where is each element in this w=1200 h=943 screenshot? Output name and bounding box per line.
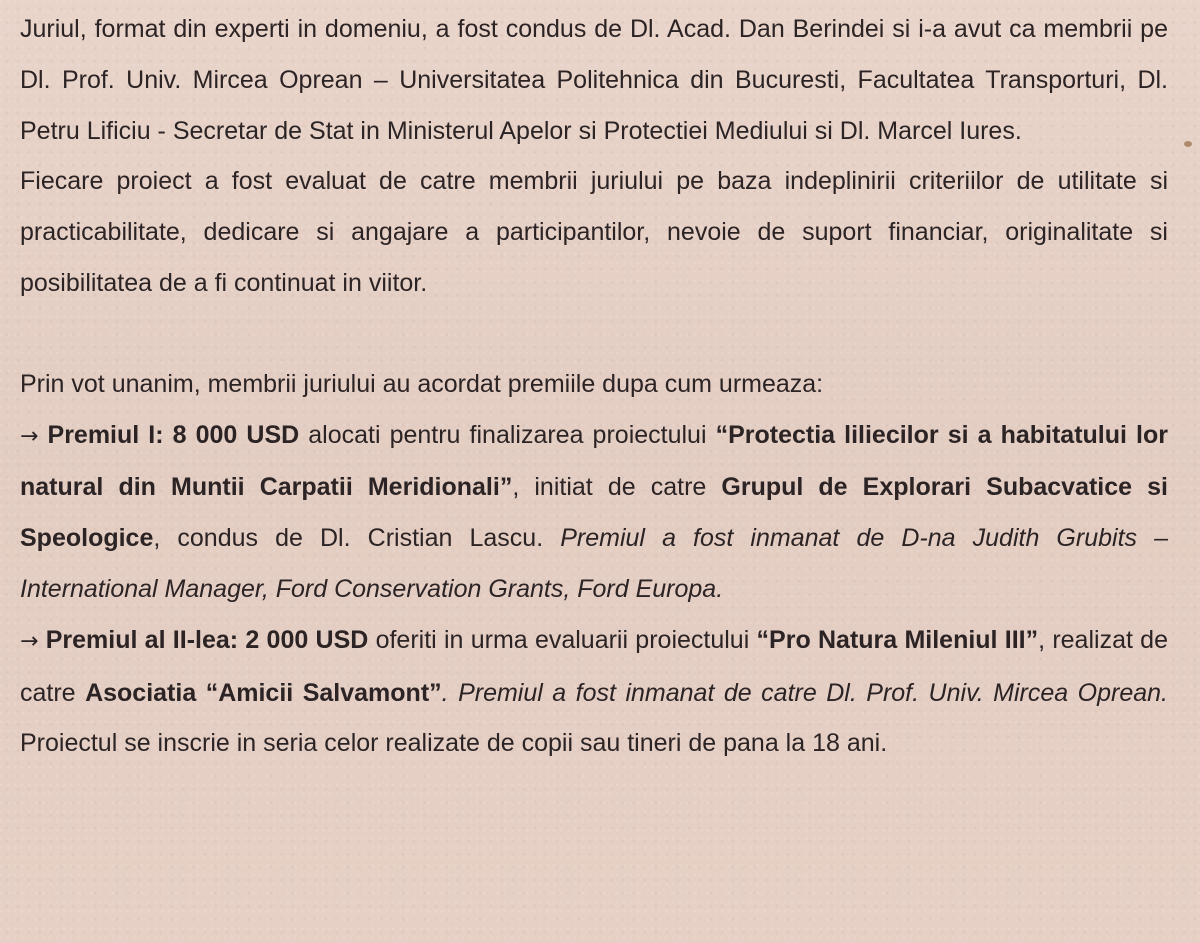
- first-prize-project: “Protectia liliecilor si a habitatului lor natural din Muntii Carpatii Meridionali”: [20, 420, 1168, 502]
- first-prize-organization: Grupul de Explorari Subacvatice si Speologice: [20, 473, 1168, 553]
- arrow-right-icon: →: [20, 628, 39, 654]
- first-prize-text: , initiat de catre: [512, 473, 722, 502]
- paper-speck: [1184, 141, 1192, 147]
- first-prize-paragraph: [20, 410, 1168, 615]
- first-prize-presentation-note: Premiul a fost inmanat de D-na Judith Grubits – International Manager, Ford Conservation Grants, Ford Europa.: [20, 524, 1169, 603]
- second-prize-presentation-note: . Premiul a fost inmanat de catre Dl. Prof. Univ. Mircea Oprean.: [441, 678, 1168, 707]
- second-prize-project: “Pro Natura Mileniul III”: [756, 625, 1039, 654]
- second-prize-paragraph: [20, 615, 1168, 769]
- second-prize-text: Proiectul se inscrie in seria celor realizate de copii sau tineri de pana la 18 ani.: [20, 729, 888, 758]
- paragraph-spacer: [20, 309, 1168, 359]
- criteria-paragraph: Fiecare proiect a fost evaluat de catre membrii juriului pe baza indeplinirii criteriilor de utilitate si practicabilitate, dedicare si angajare a participantilor, nevoie de suport financiar, originalitate si posibilitatea de a fi continuat in viitor.: [20, 167, 1168, 297]
- second-prize-text: , realizat de catre: [20, 625, 1168, 707]
- second-prize-organization: Asociatia “Amicii Salvamont”: [85, 678, 442, 707]
- first-prize-text: alocati pentru finalizarea proiectului: [299, 420, 716, 449]
- jury-paragraph: Juriul, format din experti in domeniu, a fost condus de Dl. Acad. Dan Berindei si i-a avut ca membrii pe Dl. Prof. Univ. Mircea Oprean – Universitatea Politehnica din Bucuresti, Facultatea Transporturi, Dl. Petru Lificiu - Secretar de Stat in Ministerul Apelor si Protectiei Mediului si Dl. Marcel Iures.: [20, 15, 1168, 145]
- arrow-right-icon: →: [20, 423, 39, 449]
- awards-intro: Prin vot unanim, membrii juriului au acordat premiile dupa cum urmeaza:: [20, 369, 824, 398]
- first-prize-award: Premiul I: 8 000 USD: [47, 420, 300, 449]
- second-prize-award: Premiul al II-lea: 2 000 USD: [45, 625, 369, 654]
- second-prize-text: oferiti in urma evaluarii proiectului: [368, 625, 757, 654]
- first-prize-text: , condus de Dl. Cristian Lascu.: [153, 524, 561, 553]
